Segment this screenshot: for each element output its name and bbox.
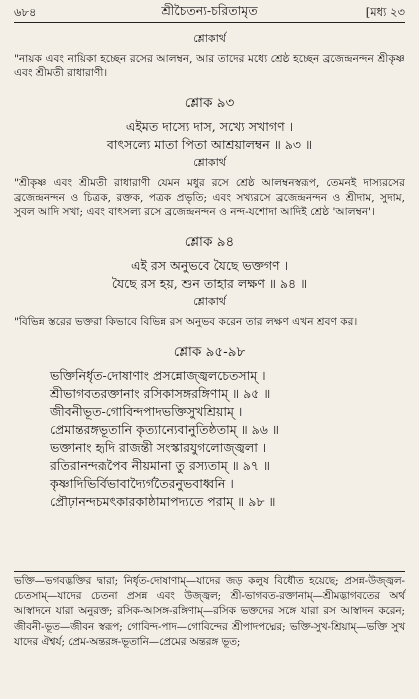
translation-text: "শ্রীকৃষ্ণ এবং শ্রীমতী রাধারাণী যেমন মধুর রসে শ্রেষ্ঠ আলম্বনস্বরূপ, তেমনই দাস্যরসের ব্রজেন্দ্রনন্দন ও চিত্রক, রক্তক, পত্রক প্রভৃতি; এবং সখ্যরসে ব্রজেন্দ্রনন্দন ও শ্রীদাম, সুদাম, সুবল আদি সখা; এবং বাৎসল্য রসে ব্রজেন্দ্রনন্দন ও নন্দ-যশোদা আদিই শ্রেষ্ঠ 'আলম্বন'। (14, 177, 405, 218)
verse-line: শ্রীভাগবতরক্তানাং রসিকাসঙ্গরঙ্গিণাম্ ॥ ৯৫ ॥ (50, 386, 271, 402)
verse-heading-95-98: শ্লোক ৯৫-৯৮ (173, 344, 246, 361)
verse-line: জীবনীভূত-গোবিন্দপাদভক্তিসুখশ্রিয়াম্ । (50, 404, 243, 420)
verse-line: প্রৌঢ়ানন্দচমৎকারকাষ্ঠামাপদ্যতে পরাম্ ॥ ৯৮ ॥ (50, 494, 276, 510)
verse-line: ভক্তিনির্ধৃত-দোষাণাং প্রসন্নোজ্জ্বলচেতসাম্ । (50, 368, 266, 384)
page-number: ৬৮৪ (14, 5, 37, 19)
translation-text: "নায়ক এবং নায়িকা হচ্ছেন রসের আলম্বন, আর তাদের মধ্যে শ্রেষ্ঠ হচ্ছেন ব্রজেন্দ্রনন্দন শ্রীকৃষ্ণ এবং শ্রীমতী রাধারাণী। (14, 53, 405, 80)
verse-line: এই রস অনুভবে যৈছে ভক্তগণ । (130, 258, 289, 274)
verse-line: এইমত দাস্যে দাস, সখ্যে সখাগণ । (125, 119, 294, 135)
verse-heading-94: শ্লোক ৯৪ (184, 234, 235, 251)
glossary-text: ভক্তি—ভগবদ্ভক্তির দ্বারা; নির্ধৃত-দোষাণাম্—যাদের জড় কলুষ বিধৌত হয়েছে; প্রসন্ন-উজ্জ্বল-চেতসাম্—যাদের চেতনা প্রসন্ন এবং উজ্জ্বল; শ্রী-ভাগবত-রক্তানাম্—শ্রীমদ্ভাগবতের অর্থ আস্বাদনে যারা অনুরক্ত; রসিক-আসঙ্গ-রঙ্গিণাম্—রসিক ভক্তদের সঙ্গে যারা রস আস্বাদন করেন; জীবনী-ভূত—জীবন স্বরূপ; গোবিন্দ-পাদ—গোবিন্দের শ্রীপাদপদ্মের; ভক্তি-সুখ-শ্রিয়াম্—ভক্তি সুখ যাদের ঐশ্বর্য; প্রেম-অন্তরঙ্গ-ভূতানি—প্রেমের অন্তরঙ্গ ভূত; (14, 575, 405, 648)
verse-line: যৈছে রস হয়, শুন তাহার লক্ষণ ॥ ৯৪ ॥ (111, 276, 308, 292)
translation-label: শ্লোকার্থ (193, 156, 226, 170)
verse-line: রতিরানন্দরূপৈব নীয়মানা তু রস্যতাম্ ॥ ৯৭ ॥ (50, 458, 270, 474)
book-title: শ্রীচৈতন্য-চরিতামৃত (161, 3, 258, 18)
translation-label: শ্লোকার্থ (193, 295, 226, 309)
verse-heading-93: শ্লোক ৯৩ (184, 95, 235, 112)
page-header (14, 0, 405, 23)
chapter-reference: [মধ্য ২৩ (365, 5, 405, 19)
verse-line: প্রেমান্তরঙ্গভূতানি কৃত্যান্যেবানুতিষ্ঠতাম্ ॥ ৯৬ ॥ (50, 422, 279, 438)
translation-label: শ্লোকার্থ (193, 32, 226, 45)
verse-line: ভক্তানাং হৃদি রাজন্তী সংস্কারযুগলোজ্জ্বলা । (50, 440, 267, 456)
verse-line: বাৎসল্যে মাতা পিতা আশ্রয়ালম্বন ॥ ৯৩ ॥ (106, 137, 313, 153)
verse-line: কৃষ্ণাদিভির্বিভাবাদ্যৈর্গতৈরনুভবাধ্বনি । (50, 476, 234, 492)
translation-text: "বিভিন্ন স্তরের ভক্তরা কিভাবে বিভিন্ন রস অনুভব করেন তার লক্ষণ এখন শ্রবণ কর। (14, 316, 358, 329)
word-glossary (14, 571, 405, 650)
